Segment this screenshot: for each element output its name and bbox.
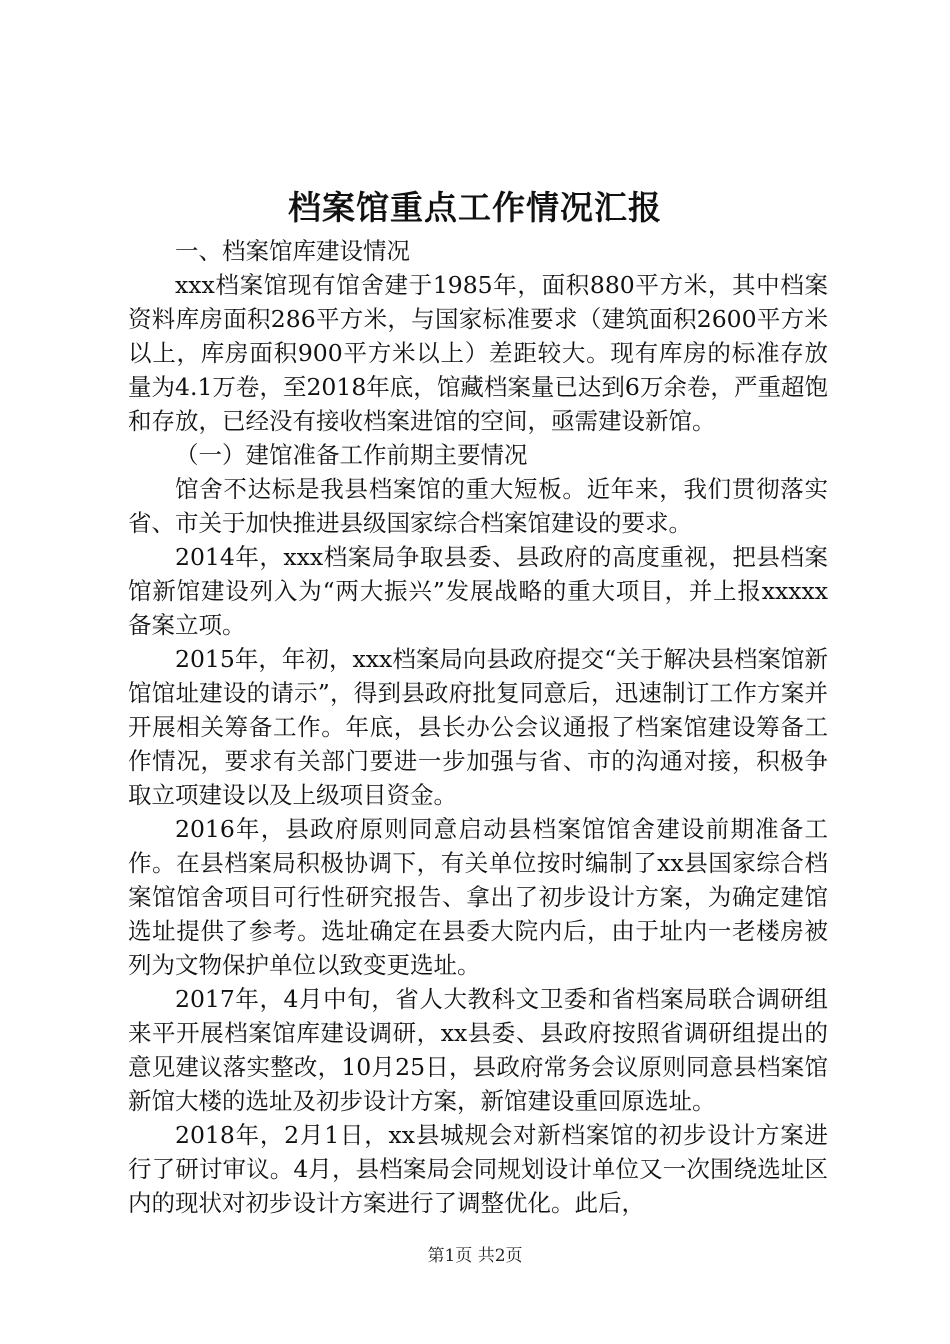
body-paragraph: 馆舍不达标是我县档案馆的重大短板。近年来，我们贯彻落实省、市关于加快推进县级国家综合档案馆建设的要求。: [128, 475, 828, 537]
body-paragraph: xxx档案馆现有馆舍建于1985年，面积880平方米，其中档案资料库房面积286平方米，与国家标准要求（建筑面积2600平方米以上，库房面积900平方米以上）差距较大。现有库房的标准存放量为4.1万卷，至2018年底，馆藏档案量已达到6万余卷，严重超饱和存放，已经没有接收档案进馆的空间，亟需建设新馆。: [128, 271, 828, 435]
body-paragraph: 2017年，4月中旬，省人大教科文卫委和省档案局联合调研组来平开展档案馆库建设调研，xx县委、县政府按照省调研组提出的意见建议落实整改，10月25日，县政府常务会议原则同意县档案馆新馆大楼的选址及初步设计方案，新馆建设重回原选址。: [128, 985, 828, 1115]
subsection-heading: （一）建馆准备工作前期主要情况: [175, 441, 528, 469]
body-paragraph: 2016年，县政府原则同意启动县档案馆馆舍建设前期准备工作。在县档案局积极协调下，有关单位按时编制了xx县国家综合档案馆馆舍项目可行性研究报告、拿出了初步设计方案，为确定建馆选址提供了参考。选址确定在县委大院内后，由于址内一老楼房被列为文物保护单位以致变更选址。: [128, 815, 828, 979]
document-title: 档案馆重点工作情况汇报: [288, 188, 662, 227]
body-paragraph: 2014年，xxx档案局争取县委、县政府的高度重视，把县档案馆新馆建设列入为“两大振兴”发展战略的重大项目，并上报xxxxx备案立项。: [128, 543, 828, 639]
document-body: [128, 234, 828, 1220]
page-number-footer: 第1页 共2页: [427, 1246, 523, 1266]
section-heading: 一、档案馆库建设情况: [175, 237, 410, 265]
body-paragraph: 2018年，2月1日，xx县城规会对新档案馆的初步设计方案进行了研讨审议。4月，县档案局会同规划设计单位又一次围绕选址区内的现状对初步设计方案进行了调整优化。此后，: [128, 1121, 828, 1217]
body-paragraph: 2015年，年初，xxx档案局向县政府提交“关于解决县档案馆新馆馆址建设的请示”，得到县政府批复同意后，迅速制订工作方案并开展相关筹备工作。年底，县长办公会议通报了档案馆建设筹备工作情况，要求有关部门要进一步加强与省、市的沟通对接，积极争取立项建设以及上级项目资金。: [128, 645, 828, 809]
